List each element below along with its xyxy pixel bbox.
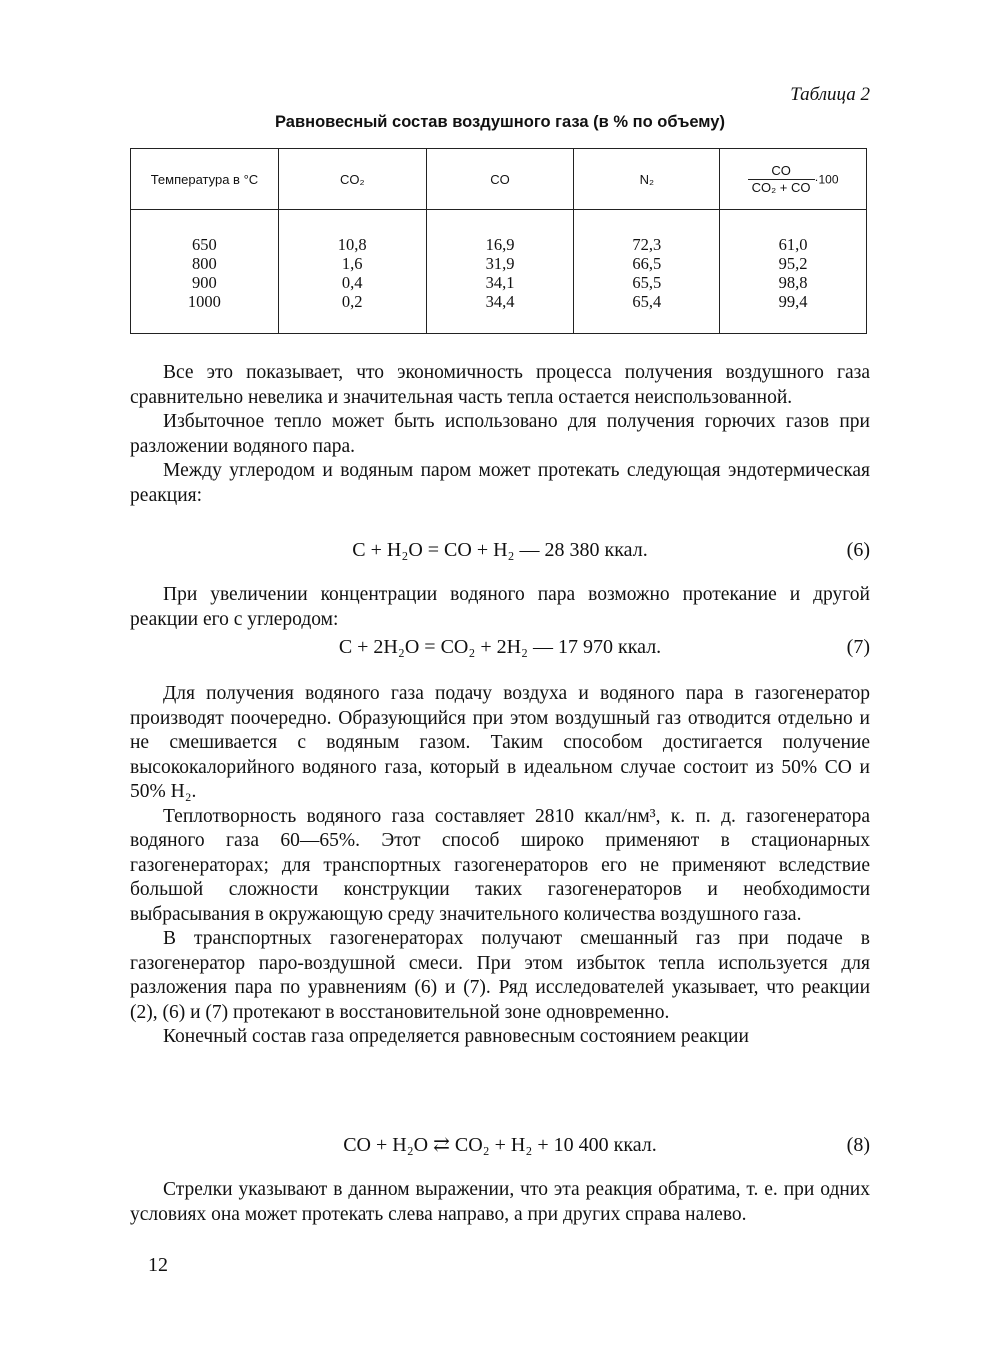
ratio-fraction	[748, 163, 815, 196]
body-text-block-1	[130, 361, 870, 508]
table-cell: 65,4	[632, 292, 662, 311]
column-co	[426, 210, 574, 334]
equation-6-number: (6)	[846, 539, 870, 561]
equation-7-block	[130, 632, 870, 662]
table-cell: 1,6	[341, 254, 363, 273]
table-cell: 99,4	[778, 292, 808, 311]
table-cell: 98,8	[778, 273, 808, 292]
header-n2: N₂	[574, 149, 720, 210]
page-number: 12	[148, 1254, 168, 1276]
equation-8-number: (8)	[846, 1134, 870, 1156]
paragraph: Для получения водяного газа подачу воздуха и водяного пара в газогенератор производят поочередно. Образующийся при этом воздушный газ отводится отдельно и не смешивается с водяным газом. Таким способом достигается получение высококалорийного водяного газа, который в идеальном случае состоит из 50% CO и 50% H₂.	[130, 683, 870, 802]
table-cell: 65,5	[632, 273, 662, 292]
header-co2: CO₂	[278, 149, 426, 210]
paragraph: В транспортных газогенераторах получают смешанный газ при подаче в газогенератор паро-воздушной смеси. При этом избыток тепла используется для разложения пара по уравнениям (6) и (7). Ряд исследователей указывает, что реакции (2), (6) и (7) протекают в восстановительной зоне одновременно.	[130, 928, 870, 1023]
equation-7-formula: C + 2H₂O = CO₂ + 2H₂ — 17 970 ккал.	[338, 636, 662, 658]
table-caption: Равновесный состав воздушного газа (в % по объему)	[275, 113, 725, 131]
table-cell: 72,3	[632, 235, 662, 254]
ratio-numerator: CO	[748, 163, 815, 180]
table-cell: 95,2	[778, 254, 808, 273]
table-cell: 0,4	[341, 273, 363, 292]
paragraph: Все это показывает, что экономичность процесса получения воздушного газа сравнительно невелика и значительная часть тепла остается неиспользованной.	[130, 362, 870, 408]
header-co: CO	[426, 149, 574, 210]
table-cell: 31,9	[485, 254, 515, 273]
paragraph: При увеличении концентрации водяного пара возможно протекание и другой реакции его с углеродом:	[130, 584, 870, 630]
body-text-block-3	[130, 682, 870, 1050]
table-cell: 0,2	[341, 292, 363, 311]
column-temperature	[131, 210, 279, 334]
ratio-multiplier: ·100	[814, 172, 839, 186]
column-n2	[574, 210, 720, 334]
column-co2	[278, 210, 426, 334]
table-body-row	[131, 210, 867, 334]
paragraph: Конечный состав газа определяется равновесным состоянием реакции	[163, 1026, 749, 1047]
table-cell: 34,4	[485, 292, 515, 311]
paragraph: Стрелки указывают в данном выражении, что эта реакция обратима, т. е. при одних условиях она может протекать слева направо, а при других справа налево.	[130, 1179, 870, 1225]
ratio-denominator: CO₂ + CO	[751, 179, 811, 195]
equation-8-block	[130, 1130, 870, 1160]
equation-6	[130, 535, 870, 565]
table-cell: 10,8	[337, 235, 367, 254]
table-number-label: Таблица 2	[790, 84, 870, 105]
equation-6-formula: C + H₂O = CO + H₂ — 28 380 ккал.	[352, 539, 648, 561]
equation-8	[130, 1130, 870, 1160]
table-cell: 1000	[187, 292, 221, 311]
header-temperature: Температура в °С	[131, 149, 279, 210]
equation-6-block	[130, 535, 870, 565]
equation-7-number: (7)	[846, 636, 870, 658]
table-cell: 16,9	[485, 235, 515, 254]
table-cell: 650	[192, 235, 217, 254]
paragraph: Между углеродом и водяным паром может протекать следующая эндотермическая реакция:	[130, 460, 870, 506]
table-header-row	[131, 149, 867, 210]
column-co-ratio	[720, 210, 867, 334]
table-cell: 34,1	[485, 273, 515, 292]
table-cell: 900	[192, 273, 217, 292]
paragraph: Избыточное тепло может быть использовано для получения горючих газов при разложении водяного пара.	[130, 411, 870, 457]
table-cell: 61,0	[778, 235, 808, 254]
table-cell: 800	[192, 254, 217, 273]
equation-7	[130, 632, 870, 662]
equation-8-formula: CO + H₂O ⇄ CO₂ + H₂ + 10 400 ккал.	[343, 1134, 657, 1156]
body-text-block-4	[130, 1178, 870, 1227]
table-cell: 66,5	[632, 254, 662, 273]
equilibrium-composition-table	[130, 148, 867, 334]
body-text-block-2	[130, 583, 870, 632]
header-co-ratio	[720, 149, 867, 210]
paragraph: Теплотворность водяного газа составляет 2810 ккал/нм³, к. п. д. газогенератора водяного газа 60—65%. Этот способ широко применяют в стационарных газогенераторах; для транспортных газогенераторов его не применяют вследствие большой сложности конструкции таких газогенераторов и необходимости выбрасывания в окружающую среду значительного количества воздушного газа.	[130, 805, 870, 925]
